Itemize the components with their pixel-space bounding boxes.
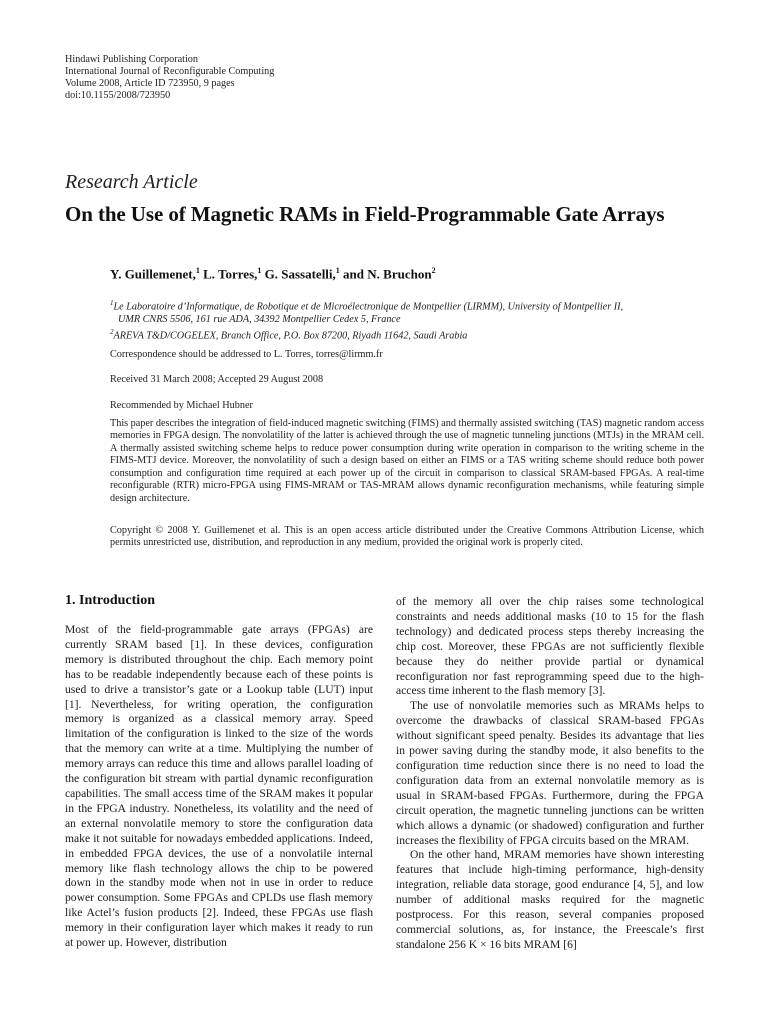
paragraph: of the memory all over the chip raises some technological constraints and needs additional masks (10 to 15 for the flash technology) and dedicated process steps thereby increasing the chip cost. Moreover, these FPGAs are not sufficiently flexible because they do neither provide partial or dynamical reconfiguration nor fast reprogramming speed due to the high-access time inherent to the flash memory [3].	[396, 595, 704, 698]
author-name: G. Sassatelli,	[264, 266, 336, 282]
left-column	[65, 623, 373, 951]
author-name: L. Torres,	[203, 266, 258, 282]
author-affil-mark: 1	[257, 266, 262, 275]
author-list	[110, 266, 436, 282]
journal-line: International Journal of Reconfigurable Computing	[65, 66, 275, 77]
abstract: This paper describes the integration of field-induced magnetic switching (FIMS) and thermally assisted switching (TAS) magnetic random access memories in FPGA design. The nonvolatility of the latter is achieved through the use of magnetic tunneling junctions (MTJs) in the MRAM cell. A thermally assisted switching scheme helps to reduce power consumption during write operation in comparison to the writing scheme in the FIMS-MTJ device. Moreover, the nonvolatility of such a design based on either an FIMS or a TAS writing scheme should reduce both power consumption and configuration time required at each power up of the circuit in comparison to classical SRAM-based FPGAs. A real-time reconfigurable (RTR) micro-FPGA using FIMS-MRAM or TAS-MRAM allows dynamic reconfiguration mechanisms, while featuring simple design architecture.	[110, 418, 704, 504]
author-name: N. Bruchon	[367, 266, 432, 282]
author-affil-mark: 1	[195, 266, 200, 275]
affiliation-line: $^1$Le Laboratoire d’Informatique, de Robotique et de Microélectronique de Montpellier (LIRMM), University of Montpellier II,	[110, 299, 624, 313]
journal-header	[65, 54, 274, 102]
paragraph: Most of the field-programmable gate arrays (FPGAs) are currently SRAM based [1]. In these devices, configuration memory is distributed throughout the chip. Each memory point has to be readable independently because each of these points is used to drive a transistor’s gate or a Lookup table (LUT) input [1]. Nevertheless, for writing operation, the configuration memory is organized as a classical memory array. Speed limitation of the configuration is linked to the size of the words that the memory can write at a time. Multiplying the number of memory arrays can reduce this time and allows parallel loading of the configuration bit stream with partial dynamic reconfiguration capabilities. The small access time of the SRAM makes it popular in the FPGA industry. Nonetheless, its volatility and the need of an external nonvolatile memory to store the configuration data make it not suitable for nowadays embedded applications. Indeed, in embedded FPGA devices, the use of a nonvolatile internal memory like flash technology allows the chip to be powered down in the standby mode when not in use in order to reduce power consumption. Some FPGAs and CPLDs use flash memory like Actel’s fusion products [2]. Indeed, these FPGAs use flash memory in their configuration layer which makes it ready to run at power up. However, distribution	[65, 623, 373, 950]
doi-line: doi:10.1155/2008/723950	[65, 90, 171, 101]
copyright-notice: Copyright © 2008 Y. Guillemenet et al. This is an open access article distributed under the Creative Commons Attribution License, which permits unrestricted use, distribution, and reproduction in any medium, provided the original work is properly cited.	[110, 525, 704, 549]
author-affil-mark: 1	[335, 266, 340, 275]
paragraph: The use of nonvolatile memories such as MRAMs helps to overcome the drawbacks of classical SRAM-based FPGAs without significant speed penalty. Besides its advantage that lies in power saving during the standby mode, it also benefits to the configuration time reduction since there is no need to load the configuration data from an external nonvolatile memory as is usual in SRAM-based FPGAs. Furthermore, during the FPGA circuit operation, the magnetic tunneling junctions can be written which allows a dynamic (or shadowed) configuration and further increases the flexibility of FPGA circuits based on the MRAM.	[396, 699, 704, 847]
affiliation-line: UMR CNRS 5506, 161 rue ADA, 34392 Montpellier Cedex 5, France	[118, 313, 401, 325]
correspondence-note: Correspondence should be addressed to L. Torres, torres@lirmm.fr	[110, 349, 383, 360]
author-separator: and	[339, 266, 368, 282]
right-column	[396, 595, 704, 953]
affiliation-number: 1	[110, 299, 114, 307]
publisher-line: Hindawi Publishing Corporation	[65, 54, 198, 65]
section-heading: 1. Introduction	[65, 593, 155, 608]
paragraph: On the other hand, MRAM memories have shown interesting features that include high-timing performance, high-density integration, reliable data storage, good endurance [4, 5], and low number of additional masks required for the magnetic postprocess. For this reason, several companies proposed commercial solutions, as, for instance, the Freescale’s first standalone 256 K × 16 bits MRAM [6]	[396, 848, 704, 951]
affiliation-line: $^2$AREVA T&D/COGELEX, Branch Office, P.O. Box 87200, Riyadh 11642, Saudi Arabia	[110, 328, 468, 342]
volume-line: Volume 2008, Article ID 723950, 9 pages	[65, 78, 235, 89]
received-dates: Received 31 March 2008; Accepted 29 August 2008	[110, 374, 324, 385]
author-name: Y. Guillemenet,	[110, 266, 196, 282]
affiliation-number: 2	[110, 328, 114, 337]
author-affil-mark: 2	[431, 266, 436, 275]
paper-title: On the Use of Magnetic RAMs in Field-Programmable Gate Arrays	[65, 202, 665, 226]
article-type: Research Article	[65, 171, 198, 193]
affiliations	[110, 297, 710, 343]
recommended-by: Recommended by Michael Hubner	[110, 400, 253, 411]
